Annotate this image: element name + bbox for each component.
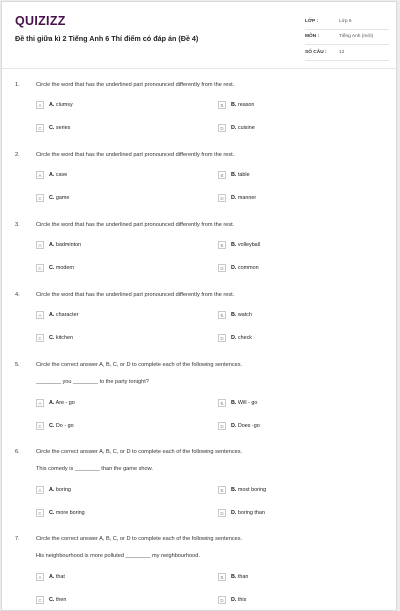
option-box: D (218, 264, 226, 272)
option-text: Do - go (55, 423, 74, 429)
option-d[interactable] (218, 124, 255, 132)
option-text: kitchen (55, 335, 73, 341)
option-box: C (36, 334, 44, 342)
option-box: D (218, 422, 226, 430)
option-text: then (55, 597, 67, 603)
question-sentence: ________ you ________ to the party tonight? (36, 379, 149, 385)
option-text: this (237, 597, 247, 603)
option-letter: D. (231, 423, 237, 429)
question-text: Circle the correct answer A, B, C, or D to complete each of the following sentences. (36, 362, 243, 368)
option-b[interactable] (218, 311, 252, 319)
option-c[interactable] (36, 334, 73, 342)
option-b[interactable] (218, 486, 266, 494)
option-box: B (218, 241, 226, 249)
question-number: 6. (15, 449, 20, 455)
option-letter: D. (231, 597, 237, 603)
option-box: C (36, 194, 44, 202)
option-box: B (218, 101, 226, 109)
option-text: cuisine (237, 125, 255, 131)
question-text: Circle the correct answer A, B, C, or D to complete each of the following sentences. (36, 449, 243, 455)
option-letter: B. (231, 102, 237, 108)
option-d[interactable] (218, 194, 256, 202)
option-letter: A. (49, 400, 55, 406)
option-text: character (55, 312, 79, 318)
option-letter: B. (231, 242, 237, 248)
info-row-subject (305, 30, 389, 46)
option-letter: B. (231, 312, 237, 318)
option-text: clumsy (55, 102, 73, 108)
option-text: series (55, 125, 71, 131)
option-text: boring (55, 487, 71, 493)
option-text: table (237, 172, 250, 178)
option-box: D (218, 194, 226, 202)
option-box: B (218, 486, 226, 494)
option-text: check (237, 335, 252, 341)
option-text: boring than (237, 510, 265, 516)
option-text: Are - go (55, 400, 75, 406)
header-divider (2, 68, 396, 69)
option-a[interactable] (36, 486, 71, 494)
option-letter: D. (231, 265, 237, 271)
option-text: most boring (237, 487, 267, 493)
option-c[interactable] (36, 124, 70, 132)
option-b[interactable] (218, 399, 257, 407)
option-text: more boring (55, 510, 85, 516)
question-number: 4. (15, 292, 20, 298)
option-b[interactable] (218, 573, 248, 581)
option-a[interactable] (36, 171, 67, 179)
option-letter: C. (49, 125, 55, 131)
option-c[interactable] (36, 264, 74, 272)
option-text: common (237, 265, 259, 271)
option-letter: B. (231, 487, 237, 493)
option-letter: B. (231, 400, 237, 406)
option-box: C (36, 124, 44, 132)
option-text: volleyball (237, 242, 261, 248)
question-text: Circle the correct answer A, B, C, or D to complete each of the following sentences. (36, 536, 243, 542)
option-letter: C. (49, 195, 55, 201)
option-letter: A. (49, 574, 55, 580)
option-c[interactable] (36, 422, 74, 430)
option-text: manner (237, 195, 257, 201)
option-text: badminton (55, 242, 82, 248)
option-letter: A. (49, 312, 55, 318)
option-letter: C. (49, 510, 55, 516)
option-letter: C. (49, 265, 55, 271)
option-a[interactable] (36, 573, 65, 581)
info-value: Tiếng Anh (mới) (339, 34, 374, 40)
option-letter: A. (49, 102, 55, 108)
option-letter: C. (49, 335, 55, 341)
question-text: Circle the word that has the underlined part pronounced differently from the rest. (36, 222, 235, 228)
option-letter: A. (49, 242, 55, 248)
question-sentence: His neighbourhood is more polluted ________ my neighbourhood. (36, 553, 200, 559)
option-box: B (218, 573, 226, 581)
option-text: than (237, 574, 249, 580)
question-text: Circle the word that has the underlined part pronounced differently from the rest. (36, 292, 235, 298)
info-label: MÔN : (305, 34, 320, 40)
option-d[interactable] (218, 596, 246, 604)
option-text: cave (55, 172, 68, 178)
info-value: Lớp 6 (339, 18, 352, 24)
info-label: LỚP : (305, 18, 319, 24)
option-box: A (36, 486, 44, 494)
option-text: game (55, 195, 70, 201)
option-text: that (55, 574, 65, 580)
option-a[interactable] (36, 101, 73, 109)
option-a[interactable] (36, 311, 78, 319)
option-c[interactable] (36, 194, 69, 202)
info-panel (305, 14, 389, 61)
info-row-count (305, 45, 389, 61)
option-b[interactable] (218, 241, 260, 249)
option-box: C (36, 422, 44, 430)
question-number: 2. (15, 152, 20, 158)
option-letter: B. (231, 172, 237, 178)
question-number: 1. (15, 82, 20, 88)
question-number: 3. (15, 222, 20, 228)
option-d[interactable] (218, 264, 259, 272)
option-d[interactable] (218, 334, 252, 342)
question-text: Circle the word that has the underlined part pronounced differently from the rest. (36, 82, 235, 88)
option-letter: C. (49, 597, 55, 603)
option-box: B (218, 399, 226, 407)
option-text: modern (55, 265, 75, 271)
info-row-class (305, 14, 389, 30)
option-box: D (218, 124, 226, 132)
option-box: C (36, 509, 44, 517)
option-c[interactable] (36, 509, 85, 517)
option-box: D (218, 509, 226, 517)
option-a[interactable] (36, 241, 81, 249)
option-text: Does -go (237, 423, 260, 429)
option-c[interactable] (36, 596, 66, 604)
info-value: 12 (339, 49, 345, 55)
option-text: watch (237, 312, 252, 318)
option-a[interactable] (36, 399, 75, 407)
option-box: A (36, 399, 44, 407)
option-b[interactable] (218, 171, 250, 179)
option-letter: D. (231, 125, 237, 131)
option-letter: A. (49, 172, 55, 178)
option-letter: B. (231, 574, 237, 580)
option-text: Will - go (237, 400, 258, 406)
option-letter: C. (49, 423, 55, 429)
option-b[interactable] (218, 101, 254, 109)
option-text: reason (237, 102, 255, 108)
option-d[interactable] (218, 509, 265, 517)
option-box: D (218, 596, 226, 604)
info-label: SỐ CÂU : (305, 49, 327, 55)
option-box: A (36, 573, 44, 581)
option-box: B (218, 171, 226, 179)
question-number: 5. (15, 362, 20, 368)
question-sentence: This comedy is ________ than the game show. (36, 466, 153, 472)
option-letter: D. (231, 510, 237, 516)
option-box: C (36, 264, 44, 272)
option-box: D (218, 334, 226, 342)
worksheet-title: Đề thi giữa kì 2 Tiếng Anh 6 Thí điểm có đáp án (Đề 4) (15, 34, 199, 43)
option-box: C (36, 596, 44, 604)
option-d[interactable] (218, 422, 260, 430)
option-box: A (36, 241, 44, 249)
option-box: A (36, 171, 44, 179)
option-box: A (36, 101, 44, 109)
option-box: B (218, 311, 226, 319)
option-letter: D. (231, 335, 237, 341)
option-box: A (36, 311, 44, 319)
quizizz-logo: QUIZIZZ (15, 14, 66, 28)
worksheet-page (1, 1, 397, 611)
question-number: 7. (15, 536, 20, 542)
worksheet-header (2, 2, 396, 68)
option-letter: A. (49, 487, 55, 493)
question-text: Circle the word that has the underlined part pronounced differently from the rest. (36, 152, 235, 158)
option-letter: D. (231, 195, 237, 201)
